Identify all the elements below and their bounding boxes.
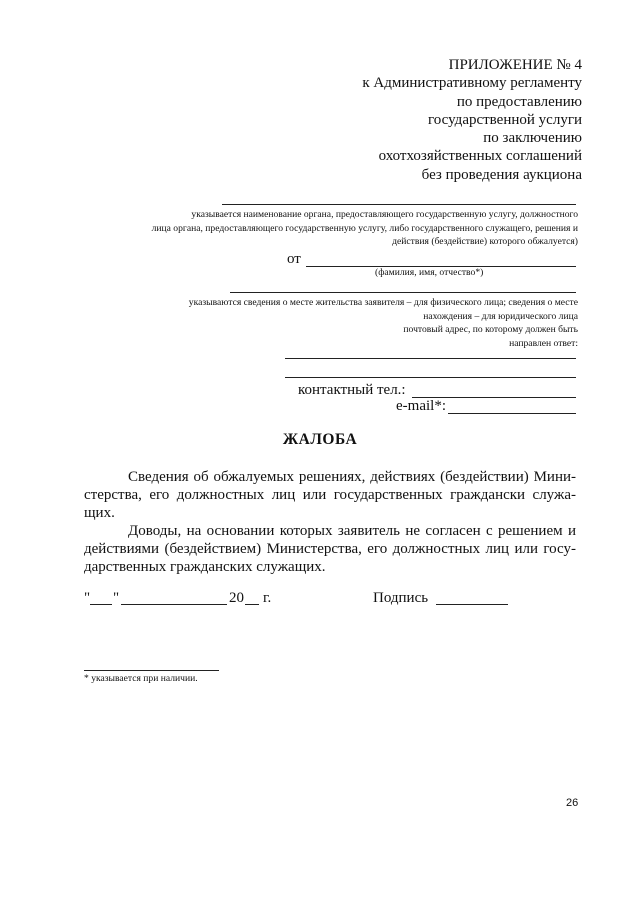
address-line-1 (285, 358, 576, 359)
date-year-line (245, 604, 259, 605)
appendix-line: государственной услуги (428, 111, 582, 128)
fio-note: (фамилия, имя, отчество*) (375, 267, 484, 278)
signature-label: Подпись (373, 590, 429, 606)
phone-label: контактный тел.: (298, 382, 406, 398)
appendix-line: по заключению (483, 130, 582, 147)
signature-field-line (436, 604, 508, 605)
date-open-quote: " (84, 590, 91, 606)
address-line-2 (285, 377, 576, 378)
address-note: указываются сведения о месте жительства заявителя – для физического лица; сведения о месте нахождения – для юридического лица почтовый адрес, по которому должен быть направлен ответ: (188, 297, 578, 349)
complaint-paragraph-2: Доводы, на основании которых заявитель не согласен с решением и действиями (бездействием) Министерства, его должностных лиц или госу- дарственных гражданских служащих. (84, 523, 576, 576)
organ-field-line (222, 204, 576, 205)
appendix-header (262, 56, 582, 184)
appendix-line: охотхозяйственных соглашений (378, 148, 582, 165)
footnote-text: * указывается при наличии. (84, 673, 198, 684)
footnote-separator (84, 670, 219, 671)
year-suffix: г. (263, 590, 272, 606)
email-label: e-mail*: (396, 398, 446, 414)
appendix-line: к Административному регламенту (362, 75, 582, 92)
from-label: от (287, 251, 301, 267)
organ-note: указывается наименование органа, предоставляющего государственную услугу, должностного лица органа, предоставляющего государственную услугу, либо государственного служащего, решения и действия (бездействие) которого обжалуется) (151, 209, 578, 248)
date-day-line (90, 604, 112, 605)
complaint-paragraph-1: Сведения об обжалуемых решениях, действиях (бездействии) Мини- стерства, его должностных лиц или государственных граждански служа- щих. (84, 469, 576, 522)
year-prefix: 20 (229, 590, 244, 606)
page-number: 26 (566, 797, 579, 809)
date-month-line (121, 604, 227, 605)
email-field-line (448, 413, 576, 414)
date-close-quote: " (113, 590, 120, 606)
complaint-title: ЖАЛОБА (282, 431, 358, 448)
address-field-line (230, 292, 576, 293)
appendix-title: ПРИЛОЖЕНИЕ № 4 (448, 57, 582, 73)
appendix-line: без проведения аукциона (421, 166, 582, 183)
appendix-line: по предоставлению (456, 93, 582, 110)
